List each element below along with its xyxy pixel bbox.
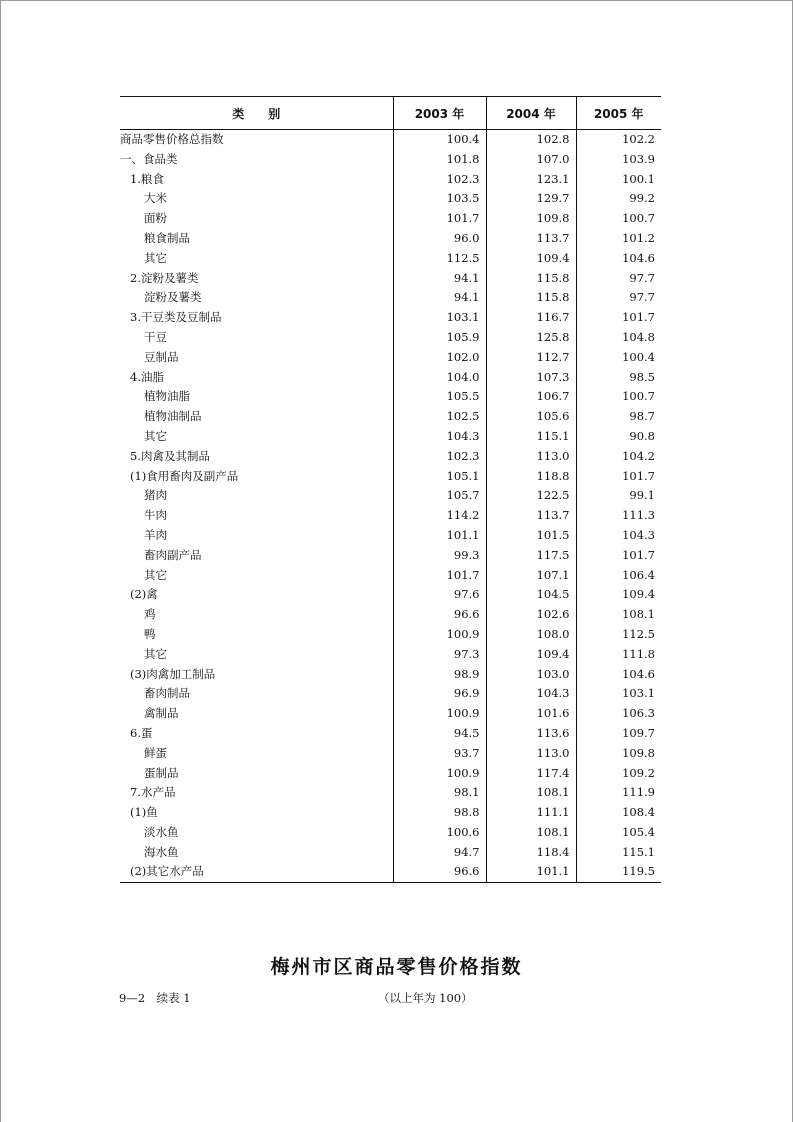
value-2003: 105.7 <box>393 486 486 506</box>
table-row <box>120 625 661 645</box>
row-label: 其它 <box>144 250 167 265</box>
value-2003: 98.9 <box>393 665 486 685</box>
value-2004: 106.7 <box>486 387 576 407</box>
row-label: 5.肉禽及其制品 <box>130 448 210 463</box>
value-2005: 109.7 <box>576 724 661 744</box>
value-2003: 102.0 <box>393 348 486 368</box>
value-2004: 111.1 <box>486 803 576 823</box>
row-label: 面粉 <box>144 211 167 226</box>
value-2004: 105.6 <box>486 407 576 427</box>
row-label: 鸭 <box>144 626 156 641</box>
value-2004: 117.5 <box>486 546 576 566</box>
page-title: 梅州市区商品零售价格指数 <box>270 956 523 978</box>
table-row <box>120 209 661 229</box>
value-2004: 109.4 <box>486 249 576 269</box>
table-row <box>120 546 661 566</box>
value-2003: 94.5 <box>393 724 486 744</box>
table-row <box>120 486 661 506</box>
value-2005: 104.2 <box>576 447 661 467</box>
value-2005: 109.2 <box>576 764 661 784</box>
table-row <box>120 704 661 724</box>
value-2003: 103.1 <box>393 308 486 328</box>
value-2004: 115.8 <box>486 269 576 289</box>
value-2005: 101.7 <box>576 308 661 328</box>
value-2004: 113.7 <box>486 229 576 249</box>
value-2003: 94.7 <box>393 843 486 863</box>
table-row <box>120 684 661 704</box>
value-2003: 101.7 <box>393 209 486 229</box>
value-2003: 105.9 <box>393 328 486 348</box>
value-2004: 101.5 <box>486 526 576 546</box>
value-2005: 100.4 <box>576 348 661 368</box>
value-2003: 101.7 <box>393 566 486 586</box>
value-2005: 115.1 <box>576 843 661 863</box>
value-2005: 104.3 <box>576 526 661 546</box>
value-2003: 104.3 <box>393 427 486 447</box>
table-row <box>120 348 661 368</box>
value-2005: 100.7 <box>576 387 661 407</box>
table-row <box>120 744 661 764</box>
value-2004: 107.3 <box>486 368 576 388</box>
value-2003: 99.3 <box>393 546 486 566</box>
table-row <box>120 862 661 882</box>
row-label: 其它 <box>144 567 167 582</box>
value-2003: 96.0 <box>393 229 486 249</box>
value-2004: 113.6 <box>486 724 576 744</box>
value-2003: 96.6 <box>393 862 486 882</box>
value-2003: 94.1 <box>393 269 486 289</box>
row-label: (1)食用畜肉及副产品 <box>130 468 239 483</box>
value-2004: 113.7 <box>486 506 576 526</box>
value-2005: 101.7 <box>576 546 661 566</box>
table-row <box>120 823 661 843</box>
table-row <box>120 269 661 289</box>
table-number: 9—2 续表 1 <box>119 991 191 1005</box>
value-2005: 97.7 <box>576 288 661 308</box>
value-2003: 112.5 <box>393 249 486 269</box>
value-2003: 96.6 <box>393 605 486 625</box>
value-2004: 129.7 <box>486 189 576 209</box>
table-row <box>120 783 661 803</box>
table-row <box>120 308 661 328</box>
table-header <box>120 97 661 130</box>
value-2005: 109.4 <box>576 585 661 605</box>
value-2004: 115.8 <box>486 288 576 308</box>
value-2005: 105.4 <box>576 823 661 843</box>
value-2003: 100.9 <box>393 764 486 784</box>
table-row <box>120 387 661 407</box>
table-row <box>120 526 661 546</box>
row-label: 植物油制品 <box>144 409 202 424</box>
row-label: 羊肉 <box>144 527 167 542</box>
row-label: 海水鱼 <box>144 844 179 859</box>
price-index-table <box>120 96 661 883</box>
value-2005: 103.1 <box>576 684 661 704</box>
value-2003: 100.9 <box>393 704 486 724</box>
value-2004: 101.1 <box>486 862 576 882</box>
value-2004: 108.1 <box>486 823 576 843</box>
row-label: (1)鱼 <box>130 805 158 820</box>
value-2005: 104.6 <box>576 249 661 269</box>
table-body <box>120 130 661 883</box>
row-label: 一、食品类 <box>120 151 178 166</box>
value-2003: 98.1 <box>393 783 486 803</box>
value-2005: 100.1 <box>576 170 661 190</box>
row-label: (2)其它水产品 <box>120 862 393 882</box>
table-row <box>120 249 661 269</box>
row-label: 淡水鱼 <box>144 824 179 839</box>
row-label: 牛肉 <box>144 508 167 523</box>
header-category: 类 别 <box>120 97 393 130</box>
table-row <box>120 605 661 625</box>
value-2005: 104.6 <box>576 665 661 685</box>
table-row <box>120 189 661 209</box>
value-2004: 117.4 <box>486 764 576 784</box>
table-row <box>120 724 661 744</box>
value-2005: 90.8 <box>576 427 661 447</box>
header-2005: 2005 年 <box>576 97 661 130</box>
value-2003: 105.5 <box>393 387 486 407</box>
value-2003: 94.1 <box>393 288 486 308</box>
row-label: 2.淀粉及薯类 <box>130 270 199 285</box>
table-row <box>120 566 661 586</box>
table-row <box>120 803 661 823</box>
value-2003: 102.5 <box>393 407 486 427</box>
table-row <box>120 467 661 487</box>
row-label: 植物油脂 <box>144 389 190 404</box>
table-row <box>120 407 661 427</box>
value-2003: 102.3 <box>393 170 486 190</box>
value-2004: 102.8 <box>486 130 576 150</box>
table-row <box>120 170 661 190</box>
value-2004: 102.6 <box>486 605 576 625</box>
value-2005: 101.7 <box>576 467 661 487</box>
table-row <box>120 665 661 685</box>
row-label: 6.蛋 <box>130 725 153 740</box>
value-2005: 106.4 <box>576 566 661 586</box>
table-row <box>120 368 661 388</box>
value-2005: 104.8 <box>576 328 661 348</box>
value-2003: 102.3 <box>393 447 486 467</box>
value-2004: 103.0 <box>486 665 576 685</box>
value-2005: 119.5 <box>576 862 661 882</box>
value-2004: 125.8 <box>486 328 576 348</box>
value-2005: 111.3 <box>576 506 661 526</box>
row-label: 粮食制品 <box>144 230 190 245</box>
table-row <box>120 130 661 150</box>
table-row <box>120 447 661 467</box>
value-2005: 108.4 <box>576 803 661 823</box>
row-label: 7.水产品 <box>130 785 176 800</box>
value-2004: 122.5 <box>486 486 576 506</box>
value-2003: 97.6 <box>393 585 486 605</box>
row-label: 其它 <box>144 646 167 661</box>
value-2004: 108.0 <box>486 625 576 645</box>
value-2005: 98.5 <box>576 368 661 388</box>
row-label: 商品零售价格总指数 <box>120 132 224 146</box>
table-row <box>120 585 661 605</box>
value-2003: 100.4 <box>393 130 486 150</box>
row-label: 1.粮食 <box>130 171 164 186</box>
value-2005: 112.5 <box>576 625 661 645</box>
header-2003: 2003 年 <box>393 97 486 130</box>
value-2004: 113.0 <box>486 744 576 764</box>
value-2004: 113.0 <box>486 447 576 467</box>
value-2003: 96.9 <box>393 684 486 704</box>
row-label: 蛋制品 <box>144 765 179 780</box>
value-2005: 97.7 <box>576 269 661 289</box>
value-2005: 111.9 <box>576 783 661 803</box>
value-2003: 98.8 <box>393 803 486 823</box>
value-2004: 118.4 <box>486 843 576 863</box>
value-2004: 108.1 <box>486 783 576 803</box>
value-2005: 108.1 <box>576 605 661 625</box>
value-2005: 103.9 <box>576 150 661 170</box>
value-2005: 100.7 <box>576 209 661 229</box>
value-2004: 107.1 <box>486 566 576 586</box>
table-row <box>120 229 661 249</box>
row-label: 其它 <box>144 428 167 443</box>
value-2003: 104.0 <box>393 368 486 388</box>
header-row <box>120 97 661 130</box>
table-row <box>120 764 661 784</box>
value-2005: 101.2 <box>576 229 661 249</box>
value-2004: 104.5 <box>486 585 576 605</box>
value-2005: 99.2 <box>576 189 661 209</box>
row-label: 豆制品 <box>144 349 179 364</box>
value-2004: 118.8 <box>486 467 576 487</box>
value-2005: 99.1 <box>576 486 661 506</box>
value-2005: 111.8 <box>576 645 661 665</box>
unit-note: （以上年为 100） <box>378 991 473 1005</box>
row-label: 3.干豆类及豆制品 <box>130 310 222 325</box>
value-2005: 106.3 <box>576 704 661 724</box>
header-2004: 2004 年 <box>486 97 576 130</box>
row-label: 畜肉制品 <box>144 686 190 701</box>
row-label: 淀粉及薯类 <box>144 290 202 305</box>
table-row <box>120 843 661 863</box>
value-2004: 109.4 <box>486 645 576 665</box>
value-2003: 100.6 <box>393 823 486 843</box>
value-2005: 109.8 <box>576 744 661 764</box>
page-edge-top <box>0 0 793 1</box>
value-2004: 104.3 <box>486 684 576 704</box>
value-2005: 102.2 <box>576 130 661 150</box>
table-row <box>120 427 661 447</box>
value-2003: 100.9 <box>393 625 486 645</box>
value-2004: 115.1 <box>486 427 576 447</box>
value-2004: 101.6 <box>486 704 576 724</box>
table-row <box>120 506 661 526</box>
row-label: (3)肉禽加工制品 <box>130 666 216 681</box>
row-label: 禽制品 <box>144 706 179 721</box>
value-2003: 103.5 <box>393 189 486 209</box>
table-row <box>120 328 661 348</box>
value-2003: 101.1 <box>393 526 486 546</box>
value-2004: 123.1 <box>486 170 576 190</box>
table-row <box>120 645 661 665</box>
table-row <box>120 150 661 170</box>
value-2003: 97.3 <box>393 645 486 665</box>
row-label: 4.油脂 <box>130 369 164 384</box>
value-2004: 116.7 <box>486 308 576 328</box>
row-label: (2)禽 <box>130 587 158 602</box>
value-2003: 105.1 <box>393 467 486 487</box>
row-label: 畜肉副产品 <box>144 547 202 562</box>
row-label: 干豆 <box>144 329 167 344</box>
value-2003: 93.7 <box>393 744 486 764</box>
value-2005: 98.7 <box>576 407 661 427</box>
row-label: 鲜蛋 <box>144 745 167 760</box>
value-2004: 112.7 <box>486 348 576 368</box>
value-2003: 101.8 <box>393 150 486 170</box>
value-2003: 114.2 <box>393 506 486 526</box>
row-label: 猪肉 <box>144 488 167 503</box>
table-row <box>120 288 661 308</box>
row-label: 大米 <box>144 191 167 206</box>
value-2004: 109.8 <box>486 209 576 229</box>
value-2004: 107.0 <box>486 150 576 170</box>
row-label: 鸡 <box>144 607 156 622</box>
